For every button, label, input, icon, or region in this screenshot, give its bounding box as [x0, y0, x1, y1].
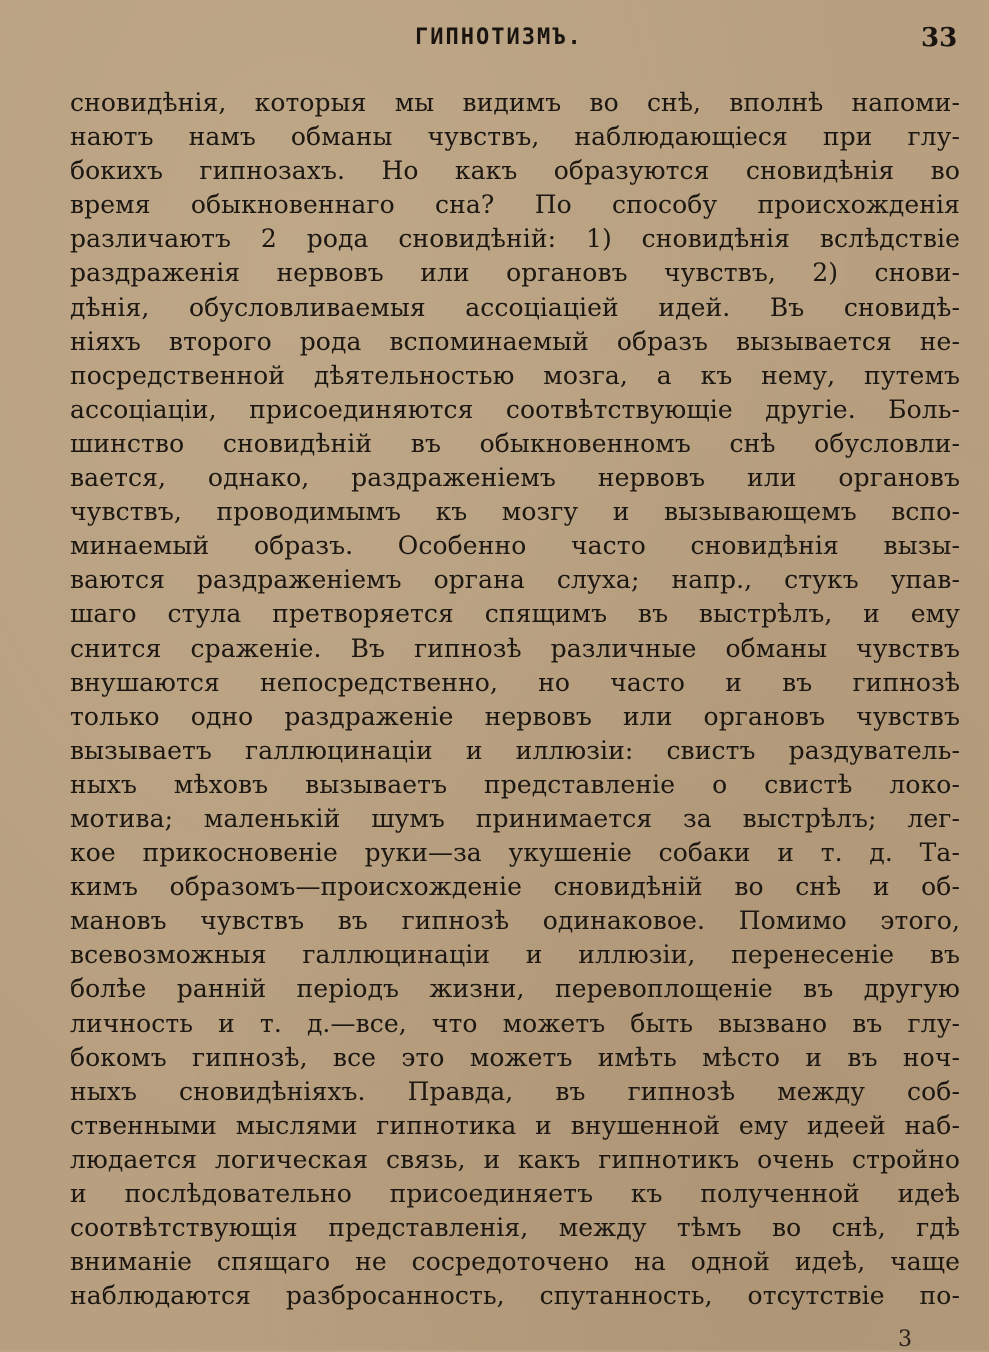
text-line: вниманіе спящаго не сосредоточено на одной идеѣ, чаще [70, 1247, 960, 1277]
text-line: наютъ намъ обманы чувствъ, наблюдающіеся при глу- [70, 122, 960, 152]
running-title: ГИПНОТИЗМЪ. [415, 25, 583, 50]
text-line: соотвѣтствующія представленія, между тѣмъ во снѣ, гдѣ [70, 1213, 960, 1243]
text-line: бокихъ гипнозахъ. Но какъ образуются сновидѣнія во [70, 156, 960, 186]
text-line: время обыкновеннаго сна? По способу происхожденія [70, 190, 960, 220]
text-line: мотива; маленькій шумъ принимается за выстрѣлъ; лег- [70, 803, 960, 833]
running-head [0, 20, 989, 60]
text-line: шинство сновидѣній въ обыкновенномъ снѣ обусловли- [70, 428, 960, 458]
text-line: болѣе ранній періодъ жизни, перевоплощеніе въ другую [70, 974, 960, 1004]
text-line: раздраженія нервовъ или органовъ чувствъ, 2) снови- [70, 258, 960, 288]
text-line: кое прикосновеніе руки—за укушеніе собаки и т. д. Та- [70, 838, 960, 868]
text-line: сновидѣнія, которыя мы видимъ во снѣ, вполнѣ напоми- [70, 88, 960, 117]
text-line: бокомъ гипнозѣ, все это можетъ имѣть мѣсто и въ ноч- [70, 1042, 960, 1072]
text-line: чувствъ, проводимымъ къ мозгу и вызывающемъ вспо- [70, 497, 960, 527]
text-line: ныхъ мѣховъ вызываетъ представленіе о свистѣ локо- [70, 769, 960, 799]
text-line: ваются раздраженіемъ органа слуха; напр., стукъ упав- [70, 565, 960, 595]
text-line: снится сраженіе. Въ гипнозѣ различные обманы чувствъ [70, 633, 960, 663]
signature-mark: 3 [898, 1327, 912, 1352]
text-line: вызываетъ галлюцинаціи и иллюзіи: свистъ раздуватель- [70, 735, 960, 765]
text-line: дѣнія, обусловливаемыя ассоціаціей идей. Въ сновидѣ- [70, 292, 960, 322]
text-line: ственными мыслями гипнотика и внушенной ему идеей наб- [70, 1110, 960, 1140]
text-line: посредственной дѣятельностью мозга, а къ нему, путемъ [70, 360, 960, 390]
text-line: внушаются непосредственно, но часто и въ гипнозѣ [70, 667, 960, 697]
text-line: наблюдаются разбросанность, спутанность, отсутствіе по- [70, 1281, 960, 1311]
text-line: шаго стула претворяется спящимъ въ выстрѣлъ, и ему [70, 599, 960, 629]
text-line: людается логическая связь, и какъ гипнотикъ очень стройно [70, 1144, 960, 1174]
body-text [70, 86, 960, 1313]
text-line: личность и т. д.—все, что можетъ быть вызвано въ глу- [70, 1008, 960, 1038]
text-line: только одно раздраженіе нервовъ или органовъ чувствъ [70, 701, 960, 731]
text-line: вается, однако, раздраженіемъ нервовъ или органовъ [70, 463, 960, 493]
text-line: кимъ образомъ—происхожденіе сновидѣній во снѣ и об- [70, 872, 960, 902]
text-line: ассоціаціи, присоединяются соотвѣтствующіе другіе. Боль- [70, 394, 960, 424]
text-line: всевозможныя галлюцинаціи и иллюзіи, перенесеніе въ [70, 940, 960, 970]
text-line: мановъ чувствъ въ гипнозѣ одинаковое. Помимо этого, [70, 906, 960, 936]
text-line: минаемый образъ. Особенно часто сновидѣнія вызы- [70, 531, 960, 561]
text-line: ніяхъ второго рода вспоминаемый образъ вызывается не- [70, 326, 960, 356]
page-number: 33 [921, 23, 958, 53]
text-line: и послѣдовательно присоединяетъ къ полученной идеѣ [70, 1179, 960, 1208]
text-line: различаютъ 2 рода сновидѣній: 1) сновидѣнія вслѣдствіе [70, 224, 960, 254]
text-line: ныхъ сновидѣніяхъ. Правда, въ гипнозѣ между соб- [70, 1076, 960, 1106]
